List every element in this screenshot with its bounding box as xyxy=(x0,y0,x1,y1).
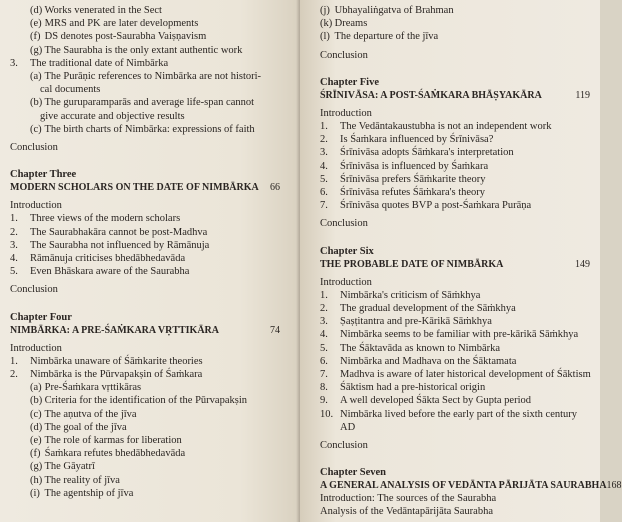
item-text: The Gāyatrī xyxy=(44,461,95,473)
item-letter: (h) xyxy=(30,474,43,486)
chapter-item-list xyxy=(10,355,280,500)
item-text: Śrīnivāsa is influenced by Śaṁkara xyxy=(340,160,489,172)
chapter-title-text: NIMBĀRKA: A PRE-ŚAṀKARA VṚTTIKĀRA xyxy=(10,324,219,336)
list-item xyxy=(10,474,280,487)
item-text: The Śāktavāda as known to Nimbārka xyxy=(340,342,501,354)
conclusion-text: Conclusion xyxy=(10,142,58,154)
item-letter: (a) xyxy=(30,382,42,394)
item-number: 2. xyxy=(320,134,328,146)
list-item xyxy=(320,173,590,186)
item-text: The Saurabha not influenced by Rāmānuja xyxy=(30,239,210,251)
list-item xyxy=(10,368,280,381)
list-item xyxy=(320,4,590,17)
conclusion-text: Conclusion xyxy=(320,218,368,230)
chapter-page-number: 66 xyxy=(270,182,280,194)
item-text: The Saurabhakāra cannot be post-Madhva xyxy=(30,226,208,238)
list-item xyxy=(320,342,590,355)
item-letter: (c) xyxy=(30,123,42,135)
item-letter: (e) xyxy=(30,18,42,30)
list-item xyxy=(10,96,280,109)
list-item xyxy=(10,123,280,136)
item-number: 1. xyxy=(10,213,18,225)
list-item xyxy=(10,447,280,460)
list-item xyxy=(10,394,280,407)
item-number: 3. xyxy=(10,239,18,251)
list-item xyxy=(10,57,280,70)
item-text: Even Bhāskara aware of the Saurabha xyxy=(30,266,190,278)
item-number: 10. xyxy=(320,408,334,420)
item-text: The role of karmas for liberation xyxy=(44,435,182,447)
list-item xyxy=(10,83,280,96)
item-text: Works venerated in the Sect xyxy=(44,5,162,16)
chapter-page-number: 119 xyxy=(575,89,590,101)
list-item xyxy=(320,408,590,421)
item-number: 3. xyxy=(320,316,328,328)
item-text: Śāktism had a pre-historical origin xyxy=(340,382,486,394)
item-number: 5. xyxy=(10,266,18,278)
chapter-page-number: 74 xyxy=(270,324,280,336)
item-number: 4. xyxy=(10,253,18,265)
left-top-list xyxy=(10,4,280,136)
item-text: Rāmānuja criticises bhedābhedavāda xyxy=(30,253,186,265)
list-item xyxy=(10,70,280,83)
item-text: give accurate and objective results xyxy=(40,110,185,122)
conclusion-text: Conclusion xyxy=(10,284,58,296)
list-item xyxy=(320,120,590,133)
item-text: The guruparamparās and average life-span cannot xyxy=(44,97,255,109)
item-number: 2. xyxy=(10,369,18,381)
list-item xyxy=(320,160,590,173)
item-text: Madhva is aware of later historical development of Śāktism xyxy=(340,369,591,381)
chapter-item-list xyxy=(320,289,590,434)
chapter-page-number: 149 xyxy=(575,258,590,270)
item-text: Dreams xyxy=(334,18,368,30)
introduction-text: Introduction xyxy=(10,200,62,212)
chapter-item-list xyxy=(10,212,280,278)
list-item xyxy=(10,110,280,123)
list-item xyxy=(320,381,590,394)
list-item xyxy=(320,30,590,43)
chapter-title xyxy=(10,181,280,194)
chapter-line: Introduction: The sources of the Saurabha xyxy=(320,493,497,505)
item-text: Nimbārka seems to be familiar with pre-kārikā Sāṁkhya xyxy=(340,329,579,341)
item-letter: (k) xyxy=(320,18,333,30)
item-number: 9. xyxy=(320,395,328,407)
chapter-line-list xyxy=(320,492,590,518)
item-number: 4. xyxy=(320,329,328,341)
chapter-page-number: 168 xyxy=(606,480,622,492)
item-number: 3. xyxy=(320,147,328,159)
item-number: 1. xyxy=(320,289,328,301)
right-page xyxy=(300,0,622,522)
item-letter: (f) xyxy=(30,31,41,43)
introduction-text: Introduction xyxy=(320,107,372,119)
chapter-title-text: THE PROBABLE DATE OF NIMBĀRKA xyxy=(320,258,504,270)
list-item xyxy=(10,212,280,225)
list-item xyxy=(320,146,590,159)
chapter-title-text: ŚRĪNIVĀSA: A POST-ŚAṀKARA BHĀṢYAKĀRA xyxy=(320,89,542,101)
item-letter: (d) xyxy=(30,5,43,16)
item-text: Nimbārka's criticism of Sāṁkhya xyxy=(340,289,481,301)
conclusion-text: Conclusion xyxy=(320,440,368,452)
list-item xyxy=(10,421,280,434)
item-text: cal documents xyxy=(40,84,101,96)
item-letter: (d) xyxy=(30,421,43,433)
list-item xyxy=(10,239,280,252)
item-text: The gradual development of the Sāṁkhya xyxy=(340,303,516,315)
list-item xyxy=(320,133,590,146)
item-text: Śrīnivāsa quotes BVP a post-Śaṁkara Purāṇa xyxy=(340,200,532,212)
list-item xyxy=(320,17,590,30)
item-text: Criteria for the identification of the Pūrvapakṣin xyxy=(44,395,247,407)
right-top-list xyxy=(320,4,590,44)
chapter-line: Analysis of the Vedāntapārijāta Saurabha xyxy=(320,506,493,518)
introduction-text: Introduction xyxy=(10,342,62,354)
item-text: Śrīnivāsa adopts Śāṁkara's interpretation xyxy=(340,147,514,159)
item-text: Nimbārka is the Pūrvapakṣin of Śaṁkara xyxy=(30,369,203,381)
item-number: 6. xyxy=(320,187,328,199)
item-text: A well developed Śākta Sect by Gupta period xyxy=(340,395,531,407)
item-number: 1. xyxy=(10,355,18,367)
item-text: The departure of the jīva xyxy=(334,31,439,43)
item-text: The goal of the jīva xyxy=(44,421,127,433)
list-item xyxy=(320,186,590,199)
item-text: Ubhayaliṅgatva of Brahman xyxy=(334,5,454,16)
list-item xyxy=(320,199,590,212)
item-text: Śaṁkara refutes bhedābhedavāda xyxy=(44,448,186,460)
item-text: The Purāṇic references to Nimbārka are not histori- xyxy=(44,71,262,83)
list-item xyxy=(320,368,590,381)
item-number: 2. xyxy=(10,226,18,238)
list-item xyxy=(10,265,280,278)
item-letter: (b) xyxy=(30,97,43,109)
item-number: 8. xyxy=(320,382,328,394)
left-page xyxy=(0,0,300,522)
list-item xyxy=(320,302,590,315)
item-text: The Saurabha is the only extant authentic work xyxy=(44,44,243,56)
item-text: Śrīnivāsa prefers Śāṁkarite theory xyxy=(340,173,486,185)
item-number: 6. xyxy=(320,355,328,367)
item-letter: (i) xyxy=(30,487,40,499)
list-item xyxy=(320,315,590,328)
list-item xyxy=(10,434,280,447)
list-item xyxy=(10,487,280,500)
item-number: 7. xyxy=(320,200,328,212)
chapter-item-list xyxy=(320,120,590,212)
item-text: The agentship of jīva xyxy=(44,487,134,499)
list-item xyxy=(10,355,280,368)
item-letter: (g) xyxy=(30,461,43,473)
list-item xyxy=(10,44,280,57)
item-text: AD xyxy=(340,421,356,433)
item-letter: (j) xyxy=(320,5,330,16)
introduction-text: Introduction xyxy=(320,276,372,288)
item-text: MRS and PK are later developments xyxy=(44,18,199,30)
list-item xyxy=(320,421,590,434)
item-text: The reality of jīva xyxy=(44,474,120,486)
item-number: 5. xyxy=(320,173,328,185)
list-item xyxy=(10,226,280,239)
item-text: The aṇutva of the jīva xyxy=(44,408,137,420)
item-letter: (e) xyxy=(30,435,42,447)
chapter-title xyxy=(10,324,280,337)
item-text: Ṣaṣṭitantra and pre-Kārikā Sāṁkhya xyxy=(340,316,492,328)
list-item xyxy=(320,289,590,302)
chapter-heading: Chapter Five xyxy=(320,76,380,88)
item-text: Śrīnivāsa refutes Śāṁkara's theory xyxy=(340,187,486,199)
item-text: Nimbārka and Madhava on the Śāktamata xyxy=(340,355,517,367)
list-item xyxy=(10,381,280,394)
item-letter: (f) xyxy=(30,448,41,460)
list-item xyxy=(320,328,590,341)
item-number: 4. xyxy=(320,160,328,172)
item-text: Three views of the modern scholars xyxy=(30,213,181,225)
chapter-heading: Chapter Four xyxy=(10,311,72,323)
item-letter: (g) xyxy=(30,44,43,56)
list-item xyxy=(320,394,590,407)
item-number: 2. xyxy=(320,303,328,315)
item-text: DS denotes post-Saurabha Vaiṣṇavism xyxy=(44,31,207,43)
item-text: Is Śaṁkara influenced by Śrīnivāsa? xyxy=(340,134,494,146)
item-text: Nimbārka unaware of Śāṁkarite theories xyxy=(30,355,203,367)
item-text: Nimbārka lived before the early part of the sixth century xyxy=(340,408,578,420)
chapter-title xyxy=(320,258,590,271)
list-item xyxy=(10,408,280,421)
item-text: The Vedāntakaustubha is not an independent work xyxy=(340,121,552,133)
list-item xyxy=(10,17,280,30)
chapter-title xyxy=(320,479,622,492)
item-text: The traditional date of Nimbārka xyxy=(30,57,169,69)
item-text: Pre-Śaṁkara vṛttikāras xyxy=(44,382,142,394)
conclusion-text: Conclusion xyxy=(320,49,368,61)
item-number: 7. xyxy=(320,369,328,381)
item-letter: (c) xyxy=(30,408,42,420)
list-item xyxy=(10,4,280,17)
item-number: 5. xyxy=(320,342,328,354)
list-item xyxy=(10,30,280,43)
item-letter: (b) xyxy=(30,395,43,407)
chapter-heading: Chapter Seven xyxy=(320,467,387,479)
chapter-title-text: MODERN SCHOLARS ON THE DATE OF NIMBĀRKA xyxy=(10,182,259,194)
item-number: 3. xyxy=(10,57,18,69)
chapter-heading: Chapter Six xyxy=(320,245,374,257)
item-number: 1. xyxy=(320,121,328,133)
item-letter: (l) xyxy=(320,31,330,43)
list-item xyxy=(10,460,280,473)
item-letter: (a) xyxy=(30,71,42,83)
item-text: The birth charts of Nimbārka: expressions of faith xyxy=(44,123,255,135)
list-item xyxy=(320,355,590,368)
chapter-heading: Chapter Three xyxy=(10,169,77,181)
list-item xyxy=(10,252,280,265)
chapter-title-text: A GENERAL ANALYSIS OF VEDĀNTA PĀRIJĀTA SAURABHA xyxy=(320,480,607,492)
chapter-title xyxy=(320,89,590,102)
